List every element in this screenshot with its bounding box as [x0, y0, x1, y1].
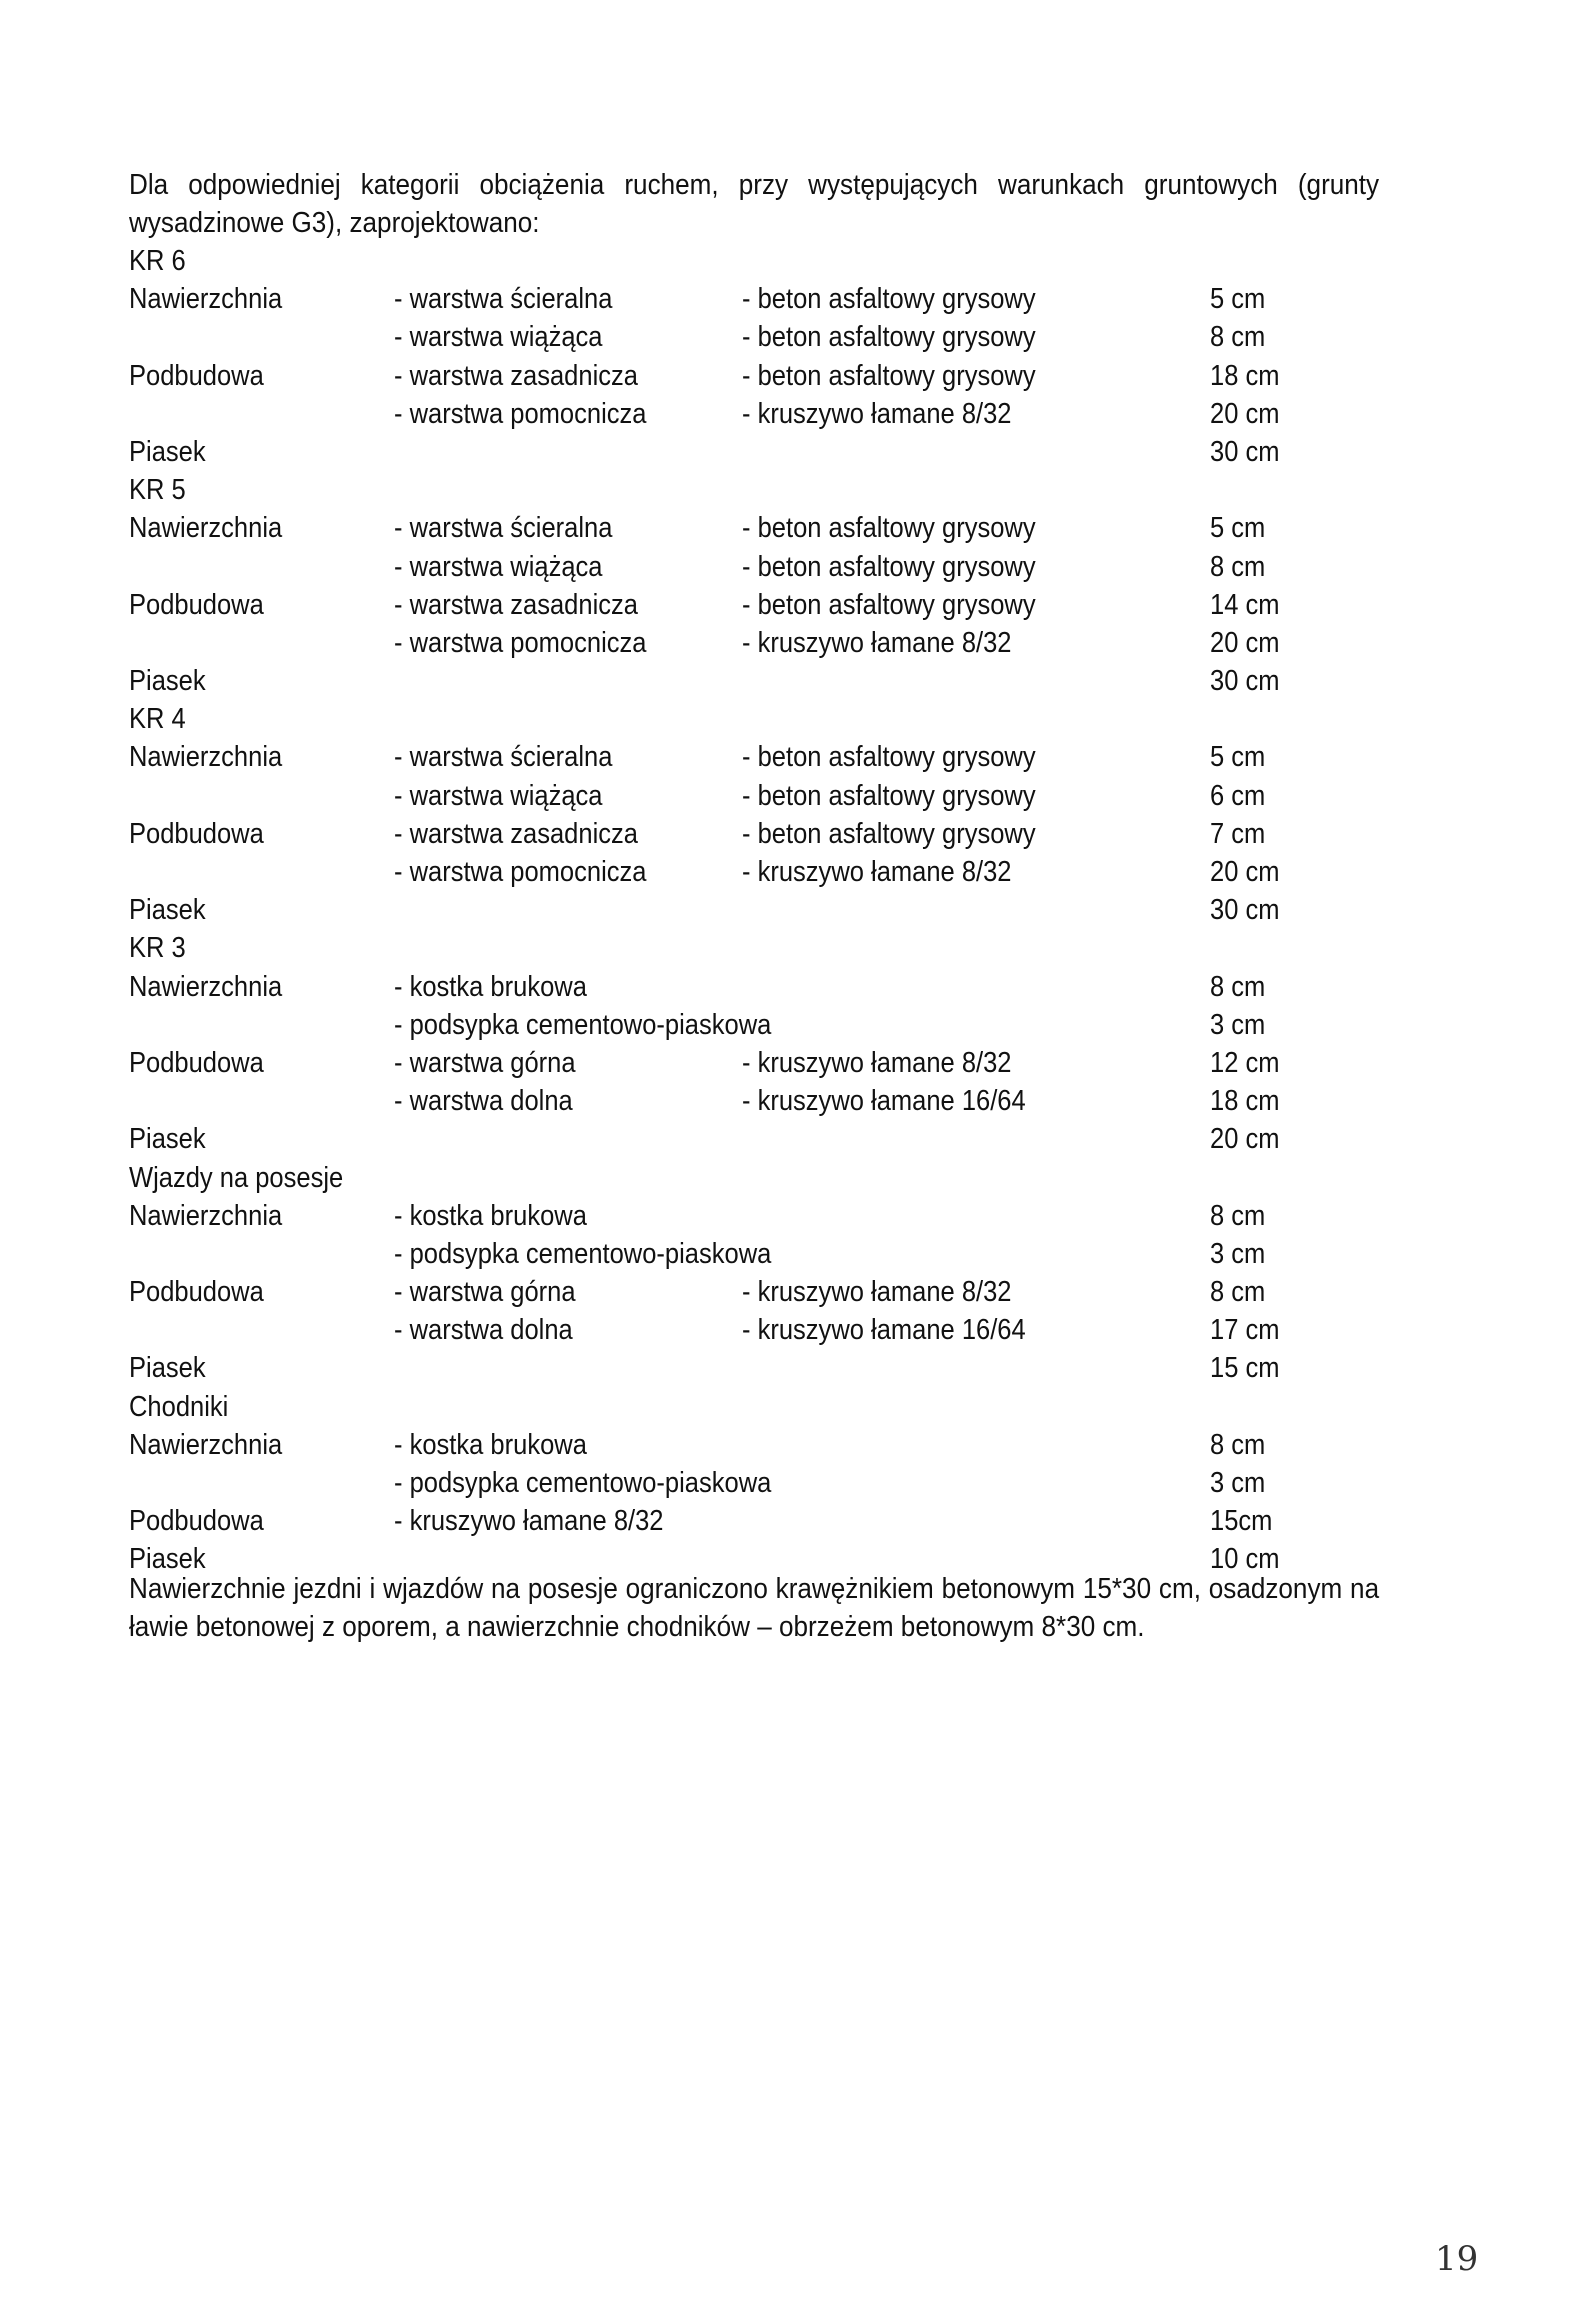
line-label: KR 5	[129, 474, 186, 507]
layer-thickness: 30 cm	[1210, 665, 1280, 698]
line-label: Nawierzchnia	[129, 283, 283, 316]
layer-thickness: 8 cm	[1210, 550, 1266, 583]
line-label: Piasek	[129, 894, 206, 927]
layer-material: - beton asfaltowy grysowy	[742, 283, 1036, 316]
line-label: Podbudowa	[129, 1505, 264, 1538]
layer-thickness: 8 cm	[1210, 1428, 1266, 1461]
layer-material: - kruszywo łamane 8/32	[742, 397, 1012, 430]
line-label: Podbudowa	[129, 359, 264, 392]
layer-material: - beton asfaltowy grysowy	[742, 779, 1036, 812]
layer-line	[0, 1120, 1579, 1158]
layer-thickness: 20 cm	[1210, 626, 1280, 659]
layer-material: - beton asfaltowy grysowy	[742, 550, 1036, 583]
layer-thickness: 14 cm	[1210, 588, 1280, 621]
layer-material: - beton asfaltowy grysowy	[742, 359, 1036, 392]
layer-thickness: 8 cm	[1210, 1276, 1266, 1309]
layer-thickness: 30 cm	[1210, 435, 1280, 468]
layer-thickness: 18 cm	[1210, 359, 1280, 392]
layer-line	[0, 1082, 1579, 1120]
layer-line	[0, 471, 1579, 509]
layer-material: - kruszywo łamane 16/64	[742, 1314, 1026, 1347]
layer-name: - warstwa wiążąca	[394, 321, 603, 354]
layer-line	[0, 395, 1579, 433]
line-label: KR 3	[129, 932, 186, 965]
layer-name: - warstwa dolna	[394, 1085, 573, 1118]
layer-material: - kruszywo łamane 8/32	[742, 626, 1012, 659]
line-label: Nawierzchnia	[129, 1428, 283, 1461]
layer-line	[0, 662, 1579, 700]
layer-line	[0, 700, 1579, 738]
layer-thickness: 3 cm	[1210, 1237, 1266, 1270]
layer-line	[0, 1197, 1579, 1235]
layer-name: - warstwa górna	[394, 1276, 576, 1309]
line-label: Piasek	[129, 1352, 206, 1385]
layer-line	[0, 509, 1579, 547]
layer-thickness: 3 cm	[1210, 1008, 1266, 1041]
layer-line	[0, 1426, 1579, 1464]
layer-thickness: 20 cm	[1210, 856, 1280, 888]
line-label: Piasek	[129, 435, 206, 468]
layer-name: - kostka brukowa	[394, 970, 587, 1003]
line-label: Podbudowa	[129, 1276, 264, 1309]
line-label: Nawierzchnia	[129, 970, 283, 1003]
layer-thickness: 17 cm	[1210, 1314, 1280, 1347]
layer-name: - kostka brukowa	[394, 1428, 587, 1461]
layer-name: - warstwa pomocnicza	[394, 397, 647, 430]
layer-thickness: 5 cm	[1210, 741, 1266, 774]
layer-line	[0, 548, 1579, 586]
layer-line	[0, 624, 1579, 662]
layer-line	[0, 891, 1579, 929]
layer-line	[0, 1311, 1579, 1349]
layer-material: - beton asfaltowy grysowy	[742, 588, 1036, 621]
layer-thickness: 8 cm	[1210, 321, 1266, 354]
layer-thickness: 5 cm	[1210, 512, 1266, 545]
layer-line	[0, 586, 1579, 624]
layer-line	[0, 1044, 1579, 1082]
layer-line	[0, 357, 1579, 395]
layer-name: - warstwa zasadnicza	[394, 359, 638, 392]
layer-line	[0, 280, 1579, 318]
layer-material: - kruszywo łamane 16/64	[742, 1085, 1026, 1118]
layer-line	[0, 1349, 1579, 1387]
pavement-layers-list	[0, 242, 1579, 1579]
layer-line	[0, 968, 1579, 1006]
layer-line	[0, 1273, 1579, 1311]
line-label: Nawierzchnia	[129, 1199, 283, 1232]
line-label: Wjazdy na posesje	[129, 1161, 344, 1194]
line-label: Podbudowa	[129, 817, 264, 850]
layer-line	[0, 1464, 1579, 1502]
layer-material: - kruszywo łamane 8/32	[742, 856, 1012, 888]
line-label: Chodniki	[129, 1390, 229, 1423]
layer-name: - warstwa pomocnicza	[394, 856, 647, 888]
layer-line	[0, 777, 1579, 815]
layer-material: - kruszywo łamane 8/32	[742, 1046, 1012, 1079]
layer-material: - beton asfaltowy grysowy	[742, 512, 1036, 545]
layer-name: - warstwa dolna	[394, 1314, 573, 1347]
layer-line	[0, 433, 1579, 471]
layer-thickness: 15cm	[1210, 1505, 1273, 1538]
layer-thickness: 30 cm	[1210, 894, 1280, 927]
layer-line	[0, 1502, 1579, 1540]
line-label: Nawierzchnia	[129, 512, 283, 545]
layer-thickness: 8 cm	[1210, 970, 1266, 1003]
layer-name: - warstwa wiążąca	[394, 779, 603, 812]
layer-material: - beton asfaltowy grysowy	[742, 817, 1036, 850]
layer-thickness: 5 cm	[1210, 283, 1266, 316]
layer-thickness: 20 cm	[1210, 1123, 1280, 1156]
layer-line	[0, 929, 1579, 967]
layer-line	[0, 1006, 1579, 1044]
layer-name: - kruszywo łamane 8/32	[394, 1505, 664, 1538]
layer-thickness: 18 cm	[1210, 1085, 1280, 1118]
layer-name: - podsypka cementowo-piaskowa	[394, 1008, 772, 1041]
layer-thickness: 8 cm	[1210, 1199, 1266, 1232]
layer-line	[0, 1159, 1579, 1197]
layer-line	[0, 242, 1579, 280]
layer-thickness: 7 cm	[1210, 817, 1266, 850]
layer-name: - warstwa ścieralna	[394, 741, 613, 774]
layer-line	[0, 1388, 1579, 1426]
layer-line	[0, 1235, 1579, 1273]
page-number: 19	[1435, 2239, 1479, 2279]
layer-name: - warstwa ścieralna	[394, 512, 613, 545]
layer-line	[0, 815, 1579, 853]
layer-material: - kruszywo łamane 8/32	[742, 1276, 1012, 1309]
line-label: Podbudowa	[129, 588, 264, 621]
layer-thickness: 20 cm	[1210, 397, 1280, 430]
line-label: KR 4	[129, 703, 186, 736]
line-label: Nawierzchnia	[129, 741, 283, 774]
closing-paragraph: Nawierzchnie jezdni i wjazdów na posesje ograniczono krawężnikiem betonowym 15*30 cm, osadzonym na ławie betonowej z oporem, a nawierzchnie chodników – obrzeżem betonowym 8*30 cm.	[129, 1573, 1380, 1644]
layer-name: - warstwa górna	[394, 1046, 576, 1079]
layer-name: - warstwa pomocnicza	[394, 626, 647, 659]
layer-material: - beton asfaltowy grysowy	[742, 741, 1036, 774]
layer-thickness: 3 cm	[1210, 1467, 1266, 1499]
layer-name: - podsypka cementowo-piaskowa	[394, 1467, 772, 1499]
layer-line	[0, 318, 1579, 356]
layer-name: - podsypka cementowo-piaskowa	[394, 1237, 772, 1270]
layer-name: - kostka brukowa	[394, 1199, 587, 1232]
layer-material: - beton asfaltowy grysowy	[742, 321, 1036, 354]
intro-paragraph: Dla odpowiedniej kategorii obciążenia ruchem, przy występujących warunkach gruntowych (grunty wysadzinowe G3), zaprojektowano:	[129, 169, 1380, 240]
layer-name: - warstwa ścieralna	[394, 283, 613, 316]
layer-name: - warstwa wiążąca	[394, 550, 603, 583]
layer-thickness: 6 cm	[1210, 779, 1266, 812]
line-label: Podbudowa	[129, 1046, 264, 1079]
layer-line	[0, 853, 1579, 891]
line-label: Piasek	[129, 665, 206, 698]
line-label: Piasek	[129, 1543, 206, 1576]
layer-thickness: 12 cm	[1210, 1046, 1280, 1079]
layer-thickness: 10 cm	[1210, 1543, 1280, 1576]
line-label: KR 6	[129, 245, 186, 277]
layer-line	[0, 738, 1579, 776]
line-label: Piasek	[129, 1123, 206, 1156]
layer-thickness: 15 cm	[1210, 1352, 1280, 1385]
layer-name: - warstwa zasadnicza	[394, 588, 638, 621]
layer-name: - warstwa zasadnicza	[394, 817, 638, 850]
